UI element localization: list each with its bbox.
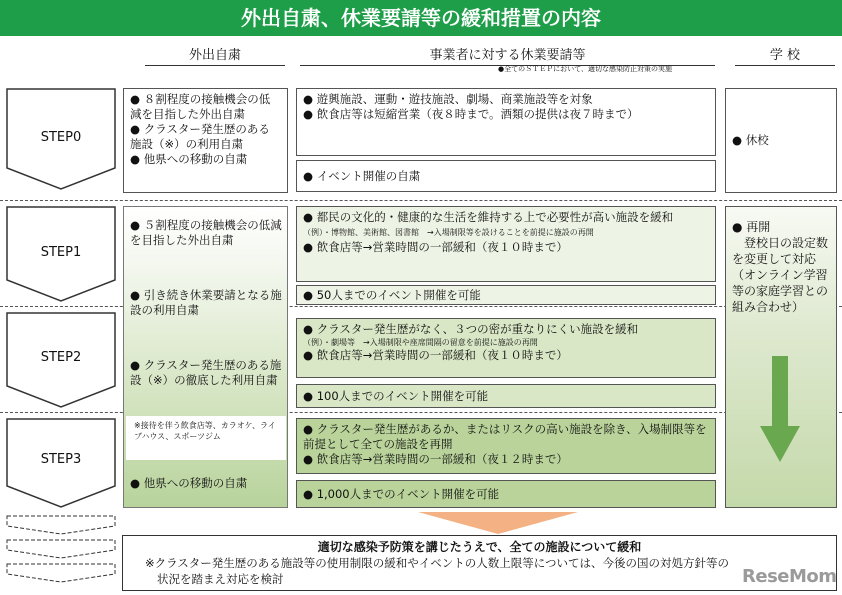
header-business: 事業者に対する休業要請等 xyxy=(300,44,715,66)
outing-cluster-facilities: ● クラスター発生歴のある施設（※）の徹底した利用自粛 xyxy=(130,358,282,387)
business-step1-main xyxy=(296,206,716,282)
header-business-note: ●全てのＳＴＥＰにおいて、適切な感染防止対策の実施 xyxy=(498,65,672,73)
outing-keep-closed: ● 引き続き休業要請となる施設の利用自粛 xyxy=(130,288,282,317)
business-step1-example: （例）・博物館、美術館、図書館 →入場制限等を設けることを前提に施設の再開 xyxy=(303,228,594,237)
final-step-note-cont: 状況を踏まえ対応を検討 xyxy=(157,572,284,586)
school-step0: ● 休校 xyxy=(725,88,837,193)
step0-label: STEP0 xyxy=(40,130,82,145)
outing-step0: ● ８割程度の接触機会の低減を目指した外出自粛 ● クラスター発生歴のある施設（※）の利用自粛 ● 他県への移動の自粛 xyxy=(123,88,288,193)
outing-footnote: ※接待を伴う飲食店等、カラオケ、ライブハウス、スポーツジム xyxy=(126,416,286,460)
business-step3-main xyxy=(296,418,716,474)
step3-label: STEP3 xyxy=(40,452,82,467)
outing-interprefecture: ● 他県への移動の自粛 xyxy=(130,476,248,490)
outing-step1-text: ● ５割程度の接触機会の低減を目指した外出自粛 xyxy=(130,218,282,247)
business-step1-restaurant: ● 飲食店等→営業時間の一部緩和（夜１０時まで） xyxy=(303,240,568,254)
orange-down-arrow xyxy=(418,512,578,536)
school-down-arrow xyxy=(760,356,800,464)
business-step0-main: ● 遊興施設、運動・遊技施設、劇場、商業施設等を対象 ● 飲食店等は短縮営業（夜８時まで。酒類の提供は夜７時まで） xyxy=(296,88,716,156)
business-step2-example: （例）・劇場等 →入場制限や座席間隔の留意を前提に施設の再開 xyxy=(303,338,538,347)
outing-step1-panel xyxy=(123,206,288,508)
business-step0-event: ● イベント開催の自粛 xyxy=(296,160,716,192)
business-step1-relax: ● 都民の文化的・健康的な生活を維持する上で必要性が高い施設を緩和 xyxy=(303,210,674,224)
future-steps-chevrons xyxy=(6,514,118,594)
final-step-note: ※クラスター発生歴のある施設等の使用制限の緩和やイベントの人数上限等については、今後の国の対処方針等の xyxy=(145,556,730,570)
business-step2-main xyxy=(296,318,716,378)
business-step3-relax: ● クラスター発生歴があるか、またはリスクの高い施設を除き、入場制限等を前提として全ての施設を再開 xyxy=(303,422,707,451)
final-step-box xyxy=(122,535,837,591)
school-step1: ● 再開 登校日の設定数を変更して対応（オンライン学習等の家庭学習との組み合わせ） xyxy=(725,206,837,508)
step-divider xyxy=(0,200,842,201)
business-step2-restaurant: ● 飲食店等→営業時間の一部緩和（夜１０時まで） xyxy=(303,348,568,362)
business-step3-event: ● 1,000人までのイベント開催を可能 xyxy=(296,480,716,508)
business-step1-event: ● 50人までのイベント開催を可能 xyxy=(296,285,716,305)
resemom-logo: ReseMom xyxy=(742,566,837,587)
business-step2-relax: ● クラスター発生歴がなく、３つの密が重なりにくい施設を緩和 xyxy=(303,322,639,336)
step2-label: STEP2 xyxy=(40,350,82,365)
header-school: 学 校 xyxy=(735,44,835,66)
business-step3-restaurant: ● 飲食店等→営業時間の一部緩和（夜１２時まで） xyxy=(303,452,568,466)
business-step2-event: ● 100人までのイベント開催を可能 xyxy=(296,384,716,408)
header-outing: 外出自粛 xyxy=(145,44,285,66)
step1-label: STEP1 xyxy=(40,245,82,260)
final-step-headline: 適切な感染予防策を講じたうえで、全ての施設について緩和 xyxy=(317,540,642,554)
page-title: 外出自粛、休業要請等の緩和措置の内容 xyxy=(0,0,842,36)
